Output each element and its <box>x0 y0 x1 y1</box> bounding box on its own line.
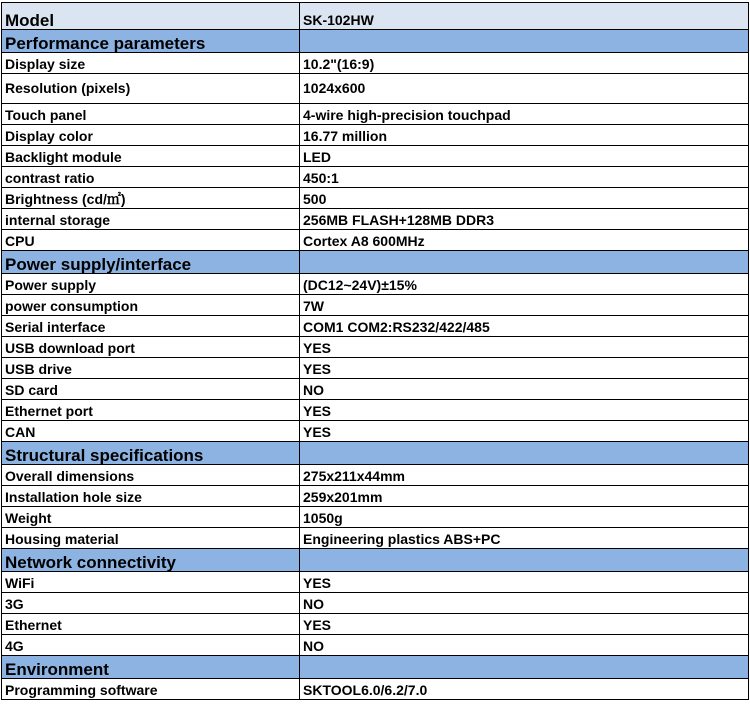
spec-row <box>2 507 749 528</box>
spec-label: Overall dimensions <box>2 465 300 486</box>
spec-row <box>2 358 749 379</box>
spec-row <box>2 230 749 251</box>
spec-label: Touch panel <box>2 104 300 125</box>
spec-row <box>2 465 749 486</box>
spec-label: WiFi <box>2 572 300 593</box>
model-label: Model <box>2 3 300 30</box>
spec-row <box>2 528 749 549</box>
spec-table <box>1 2 749 700</box>
spec-value: 4-wire high-precision touchpad <box>300 104 749 125</box>
spec-label: 4G <box>2 635 300 656</box>
spec-value: LED <box>300 146 749 167</box>
spec-label: Display color <box>2 125 300 146</box>
spec-label: 3G <box>2 593 300 614</box>
spec-label: Ethernet <box>2 614 300 635</box>
spec-value: 16.77 million <box>300 125 749 146</box>
spec-value: 450:1 <box>300 167 749 188</box>
spec-row <box>2 146 749 167</box>
section-title: Structural specifications <box>2 442 300 465</box>
spec-label: CPU <box>2 230 300 251</box>
spec-value: 7W <box>300 295 749 316</box>
spec-label: Weight <box>2 507 300 528</box>
spec-row <box>2 379 749 400</box>
spec-row <box>2 337 749 358</box>
spec-row <box>2 104 749 125</box>
spec-label: Housing material <box>2 528 300 549</box>
spec-value: YES <box>300 358 749 379</box>
spec-row <box>2 125 749 146</box>
spec-value: YES <box>300 572 749 593</box>
spec-value: 10.2"(16:9) <box>300 53 749 74</box>
spec-value: YES <box>300 337 749 358</box>
spec-label: Installation hole size <box>2 486 300 507</box>
spec-value: 1050g <box>300 507 749 528</box>
spec-row <box>2 679 749 700</box>
spec-value: NO <box>300 635 749 656</box>
spec-value: YES <box>300 614 749 635</box>
spec-label: Display size <box>2 53 300 74</box>
section-header <box>2 656 749 679</box>
spec-row <box>2 53 749 74</box>
section-title: Performance parameters <box>2 30 300 53</box>
spec-value: 256MB FLASH+128MB DDR3 <box>300 209 749 230</box>
section-header <box>2 442 749 465</box>
spec-label: SD card <box>2 379 300 400</box>
spec-label: Ethernet port <box>2 400 300 421</box>
spec-row <box>2 635 749 656</box>
spec-label: Backlight module <box>2 146 300 167</box>
spec-value: 275x211x44mm <box>300 465 749 486</box>
spec-label: internal storage <box>2 209 300 230</box>
spec-label: Serial interface <box>2 316 300 337</box>
spec-value: NO <box>300 379 749 400</box>
spec-label: contrast ratio <box>2 167 300 188</box>
spec-value: 259x201mm <box>300 486 749 507</box>
spec-value: (DC12~24V)±15% <box>300 274 749 295</box>
spec-row <box>2 209 749 230</box>
spec-label: Brightness (cd/㎡) <box>2 188 300 209</box>
section-header <box>2 549 749 572</box>
spec-value: COM1 COM2:RS232/422/485 <box>300 316 749 337</box>
spec-label: CAN <box>2 421 300 442</box>
spec-row <box>2 188 749 209</box>
spec-row <box>2 400 749 421</box>
spec-value: NO <box>300 593 749 614</box>
section-header <box>2 30 749 53</box>
spec-label: USB drive <box>2 358 300 379</box>
model-row <box>2 3 749 30</box>
spec-label: Power supply <box>2 274 300 295</box>
spec-row <box>2 295 749 316</box>
spec-row <box>2 614 749 635</box>
spec-value: 500 <box>300 188 749 209</box>
spec-row <box>2 572 749 593</box>
spec-row <box>2 486 749 507</box>
section-title: Network connectivity <box>2 549 300 572</box>
section-header <box>2 251 749 274</box>
model-value: SK-102HW <box>300 3 749 30</box>
spec-value: 1024x600 <box>300 74 749 104</box>
section-title: Power supply/interface <box>2 251 300 274</box>
spec-label: power consumption <box>2 295 300 316</box>
spec-value: YES <box>300 400 749 421</box>
section-title: Environment <box>2 656 300 679</box>
spec-value: SKTOOL6.0/6.2/7.0 <box>300 679 749 700</box>
spec-row <box>2 74 749 104</box>
spec-row <box>2 316 749 337</box>
spec-value: Engineering plastics ABS+PC <box>300 528 749 549</box>
spec-row <box>2 421 749 442</box>
spec-value: YES <box>300 421 749 442</box>
spec-label: Resolution (pixels) <box>2 74 300 104</box>
spec-label: USB download port <box>2 337 300 358</box>
spec-row <box>2 167 749 188</box>
spec-row <box>2 593 749 614</box>
spec-label: Programming software <box>2 679 300 700</box>
spec-value: Cortex A8 600MHz <box>300 230 749 251</box>
spec-row <box>2 274 749 295</box>
